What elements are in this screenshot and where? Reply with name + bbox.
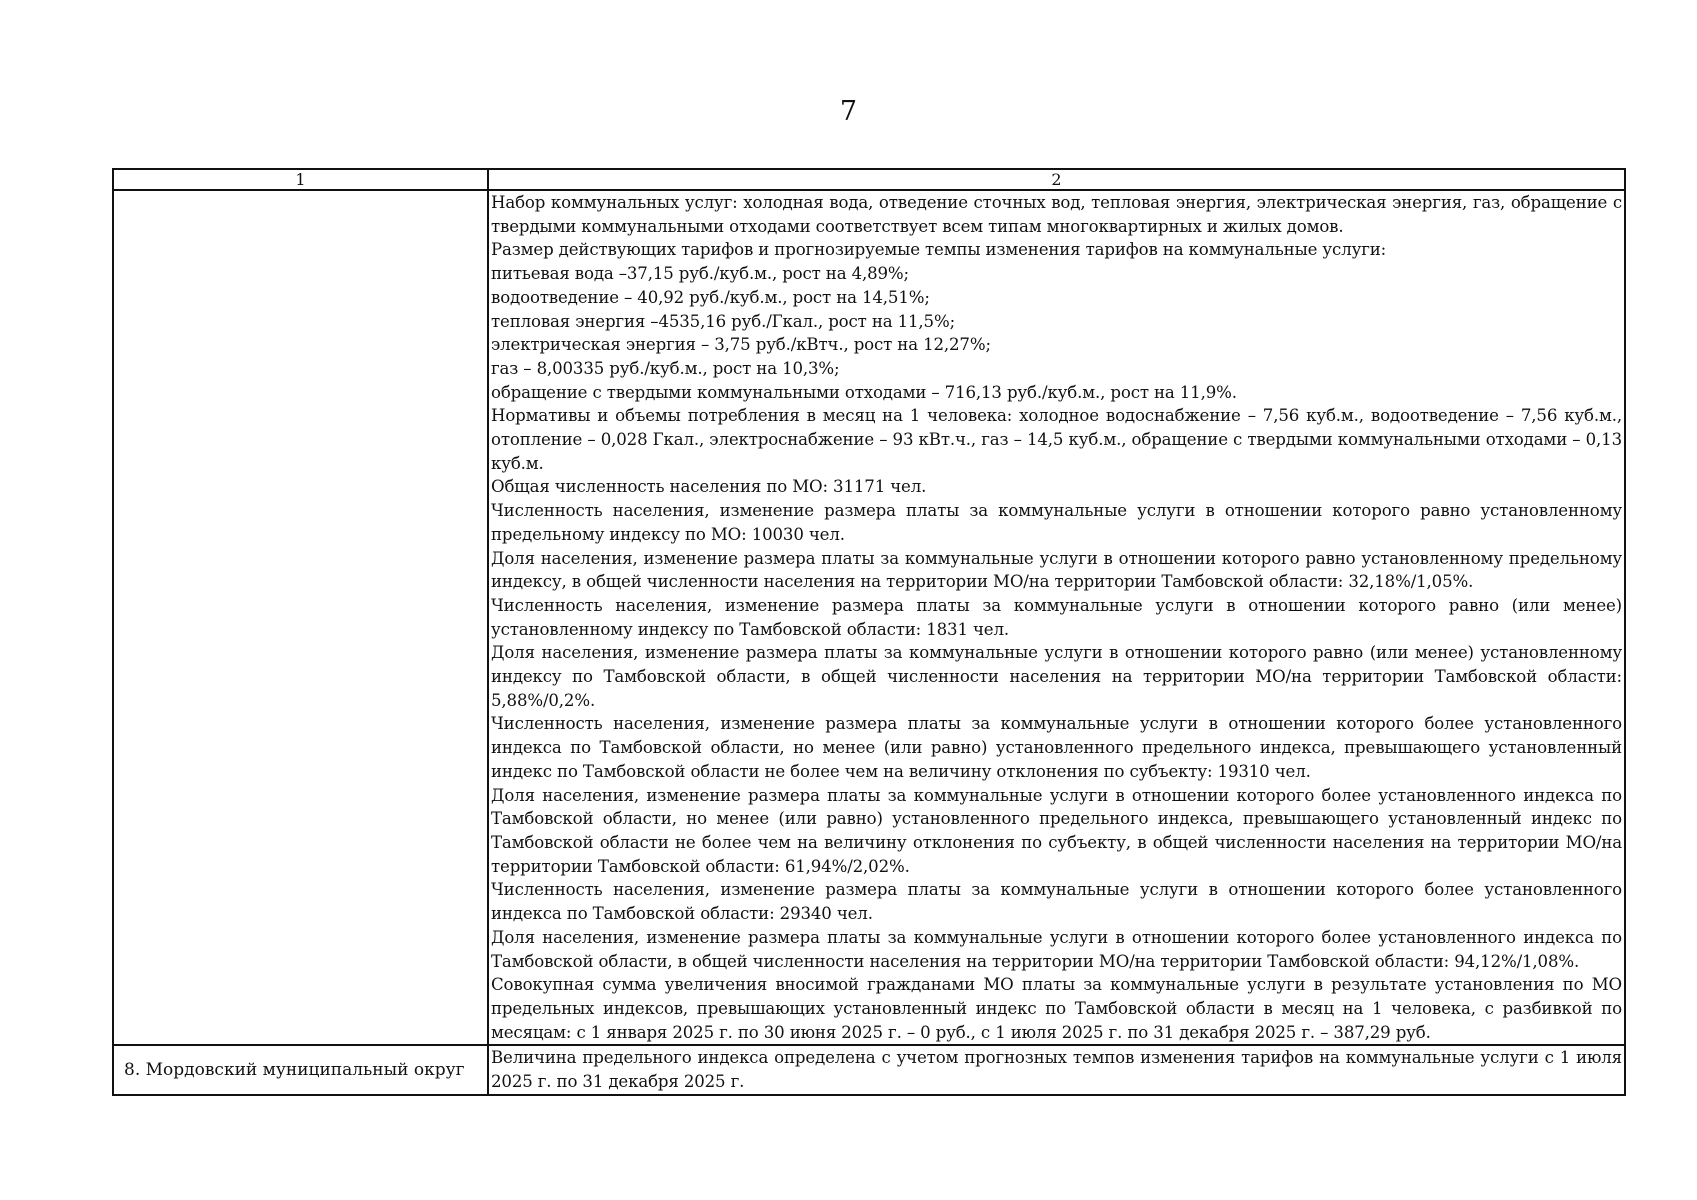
table-header-row [113, 169, 1625, 190]
paragraph-population-within-deviation: Численность населения, изменение размера платы за коммунальные услуги в отношении которого более установленного индекса по Тамбовской области, но менее (или равно) установленного предельного индекса, превышающего установленный индекс по Тамбовской области не более чем на величину отклонения по субъекту: 19310 чел. [491, 714, 1622, 781]
row-label-mordovsky: 8. Мордовский муниципальный округ [113, 1045, 488, 1094]
column-header-1: 1 [113, 169, 488, 190]
paragraph-consumption-norms: Нормативы и объемы потребления в месяц на 1 человека: холодное водоснабжение – 7,56 куб.м., водоотведение – 7,56 куб.м., отопление – 0,028 Гкал., электроснабжение – 93 кВт.ч., газ – 14,5 куб.м., обращение с твердыми коммунальными отходами – 0,13 куб.м. [491, 406, 1622, 473]
document-table [112, 168, 1626, 1096]
paragraph-tariff-water: питьевая вода –37,15 руб./куб.м., рост на 4,89%; [491, 264, 909, 284]
paragraph-total-population: Общая численность населения по МО: 31171 чел. [491, 477, 927, 497]
paragraph-share-above-index: Доля населения, изменение размера платы за коммунальные услуги в отношении которого более установленного индекса по Тамбовской области, в общей численности населения на территории МО/на территории Тамбовской области: 94,12%/1,08%. [491, 927, 1622, 971]
paragraph-share-equal-limit: Доля населения, изменение размера платы за коммунальные услуги в отношении которого равно установленному предельному индексу, в общей численности населения на территории МО/на территории Тамбовской области: 32,18%/1,05%. [491, 548, 1622, 592]
paragraph-tariff-electricity: электрическая энергия – 3,75 руб./кВтч., рост на 12,27%; [491, 335, 991, 355]
paragraph-share-below-index: Доля населения, изменение размера платы за коммунальные услуги в отношении которого равно (или менее) установленному индексу по Тамбовской области, в общей численности населения на территории МО/на территории Тамбовской области: 5,88%/0,2%. [491, 643, 1622, 710]
row-content [488, 1045, 1625, 1094]
paragraph-tariffs-intro: Размер действующих тарифов и прогнозируемые темпы изменения тарифов на коммунальные услуги: [491, 240, 1387, 260]
paragraph-population-below-index: Численность населения, изменение размера платы за коммунальные услуги в отношении которого равно (или менее) установленному индексу по Тамбовской области: 1831 чел. [491, 595, 1622, 639]
column-header-2: 2 [488, 169, 1625, 190]
page-number: 7 [839, 96, 858, 127]
paragraph-population-equal-limit: Численность населения, изменение размера платы за коммунальные услуги в отношении которого равно установленному предельному индексу по МО: 10030 чел. [491, 501, 1622, 544]
paragraph-tariff-sewage: водоотведение – 40,92 руб./куб.м., рост на 14,51%; [491, 287, 930, 307]
paragraph-total-increase: Совокупная сумма увеличения вносимой гражданами МО платы за коммунальные услуги в результате установления по МО предельных индексов, превышающих установленный индекс по Тамбовской области в месяц на 1 человека, с разбивкой по месяцам: с 1 января 2025 г. по 30 июня 2025 г. – 0 руб., с 1 июля 2025 г. по 31 декабря 2025 г. – 387,29 руб. [491, 975, 1622, 1042]
paragraph-share-within-deviation: Доля населения, изменение размера платы за коммунальные услуги в отношении которого более установленного индекса по Тамбовской области, но менее (или равно) установленного предельного индекса, превышающего установленный индекс по Тамбовской области не более чем на величину отклонения по субъекту, в общей численности населения на территории МО/на территории Тамбовской области: 61,94%/2,02%. [491, 785, 1622, 876]
row-content [488, 190, 1625, 1045]
paragraph-tariff-heat: тепловая энергия –4535,16 руб./Гкал., рост на 11,5%; [491, 311, 956, 331]
paragraph-tariff-waste: обращение с твердыми коммунальными отходами – 716,13 руб./куб.м., рост на 11,9%. [491, 382, 1237, 402]
table-row [113, 1045, 1625, 1094]
table-row [113, 190, 1625, 1045]
paragraph-population-above-index: Численность населения, изменение размера платы за коммунальные услуги в отношении которого более установленного индекса по Тамбовской области: 29340 чел. [491, 880, 1622, 924]
row-label-empty [113, 190, 488, 1045]
paragraph-services-set: Набор коммунальных услуг: холодная вода, отведение сточных вод, тепловая энергия, электрическая энергия, газ, обращение с твердыми коммунальными отходами соответствует всем типам многоквартирных и жилых домов. [491, 193, 1622, 236]
paragraph-tariff-gas: газ – 8,00335 руб./куб.м., рост на 10,3%; [491, 358, 840, 378]
paragraph-limit-index: Величина предельного индекса определена с учетом прогнозных темпов изменения тарифов на коммунальные услуги с 1 июля 2025 г. по 31 декабря 2025 г. [491, 1048, 1622, 1092]
